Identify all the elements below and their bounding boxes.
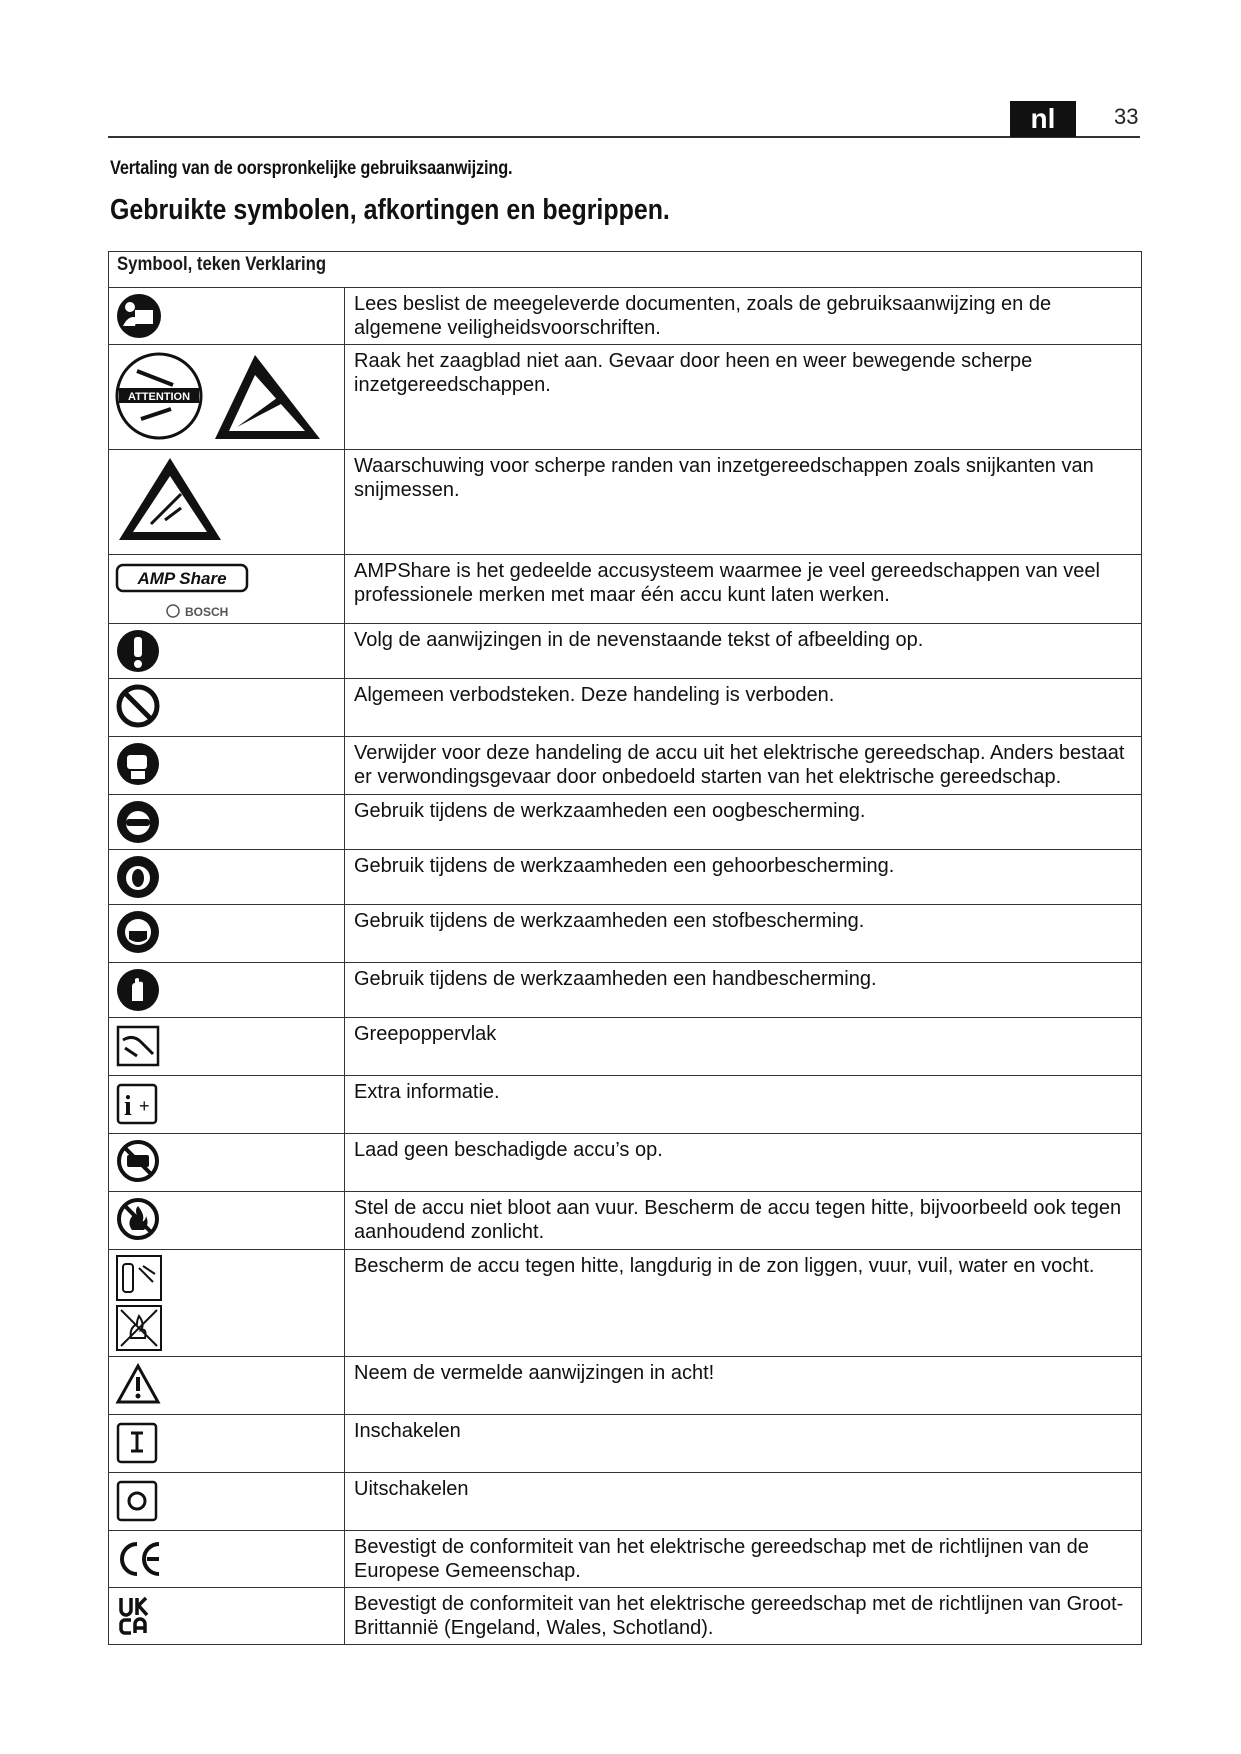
row-description: Gebruik tijdens de werkzaamheden een handbescherming. — [345, 963, 1142, 1018]
attention-label: ATTENTION — [127, 391, 191, 403]
header-rule — [108, 136, 1140, 138]
table-row — [109, 345, 1142, 450]
table-row — [109, 450, 1142, 555]
row-description: Bevestigt de conformiteit van het elektrische gereedschap met de richtlijnen van Groot-Brittannië (Engeland, Wales, Schotland). — [345, 1588, 1142, 1645]
row-description: Greepoppervlak — [345, 1018, 1142, 1076]
sharp-edges-warning-icon — [115, 454, 338, 544]
hand-protection-icon — [115, 967, 338, 1013]
row-description: Raak het zaagblad niet aan. Gevaar door heen en weer bewegende scherpe inzetgereedschappen. — [345, 345, 1142, 450]
table-row — [109, 1473, 1142, 1531]
table-row — [109, 555, 1142, 624]
table-row — [109, 1134, 1142, 1192]
battery-protect-icon — [115, 1254, 338, 1352]
row-description: Bevestigt de conformiteit van het elektrische gereedschap met de richtlijnen van de Europese Gemeenschap. — [345, 1531, 1142, 1588]
no-fire-icon — [115, 1196, 338, 1242]
row-description: Volg de aanwijzingen in de nevenstaande tekst of afbeelding op. — [345, 624, 1142, 679]
row-description: Stel de accu niet bloot aan vuur. Bescherm de accu tegen hitte, bijvoorbeeld ook tegen aanhoudend zonlicht. — [345, 1192, 1142, 1250]
svg-text:i: i — [124, 1091, 132, 1122]
exclamation-icon — [115, 628, 338, 674]
svg-text:+: + — [139, 1096, 150, 1116]
table-row — [109, 1357, 1142, 1415]
row-description: Gebruik tijdens de werkzaamheden een gehoorbescherming. — [345, 850, 1142, 905]
table-row — [109, 963, 1142, 1018]
bosch-label: BOSCH — [185, 605, 229, 619]
no-damaged-battery-icon — [115, 1138, 338, 1184]
table-header-row — [109, 252, 1142, 288]
prohibition-icon — [115, 683, 338, 729]
table-row — [109, 1018, 1142, 1076]
ampshare-logo-icon — [115, 559, 338, 619]
row-description: Lees beslist de meegeleverde documenten, zoals de gebruiksaanwijzing en de algemene veiligheidsvoorschriften. — [345, 288, 1142, 345]
table-header: Symbool, teken Verklaring — [109, 252, 1142, 288]
table-row — [109, 288, 1142, 345]
row-description: Algemeen verbodsteken. Deze handeling is verboden. — [345, 679, 1142, 737]
ampshare-logo-text: AMP Share — [137, 569, 227, 588]
row-description: AMPShare is het gedeelde accusysteem waarmee je veel gereedschappen van veel professionele merken met maar één accu kunt laten werken. — [345, 555, 1142, 624]
power-on-icon — [115, 1419, 338, 1465]
table-row — [109, 1588, 1142, 1645]
table-row — [109, 1250, 1142, 1357]
eye-protection-icon — [115, 799, 338, 845]
language-badge: nl — [1010, 101, 1076, 137]
table-row — [109, 1192, 1142, 1250]
row-description: Bescherm de accu tegen hitte, langdurig in de zon liggen, vuur, vuil, water en vocht. — [345, 1250, 1142, 1357]
document-subtitle: Vertaling van de oorspronkelijke gebruiksaanwijzing. — [110, 158, 513, 179]
row-description: Gebruik tijdens de werkzaamheden een oogbescherming. — [345, 795, 1142, 850]
table-row — [109, 737, 1142, 795]
row-description: Extra informatie. — [345, 1076, 1142, 1134]
table-row — [109, 905, 1142, 963]
table-row — [109, 679, 1142, 737]
blade-attention-icon — [115, 349, 338, 443]
remove-battery-icon — [115, 741, 338, 787]
symbols-table — [108, 251, 1142, 1645]
table-row — [109, 1531, 1142, 1588]
ukca-mark-icon — [115, 1592, 338, 1638]
ear-protection-icon — [115, 854, 338, 900]
table-row — [109, 1076, 1142, 1134]
row-description: Neem de vermelde aanwijzingen in acht! — [345, 1357, 1142, 1415]
row-description: Inschakelen — [345, 1415, 1142, 1473]
row-description: Uitschakelen — [345, 1473, 1142, 1531]
page-title: Gebruikte symbolen, afkortingen en begrippen. — [110, 194, 670, 226]
row-description: Waarschuwing voor scherpe randen van inzetgereedschappen zoals snijkanten van snijmessen. — [345, 450, 1142, 555]
page-number: 33 — [1114, 104, 1139, 129]
row-description: Verwijder voor deze handeling de accu uit het elektrische gereedschap. Anders bestaat er verwondingsgevaar door onbedoeld starten van het elektrische gereedschap. — [345, 737, 1142, 795]
table-row — [109, 850, 1142, 905]
row-description: Laad geen beschadigde accu’s op. — [345, 1134, 1142, 1192]
table-row — [109, 795, 1142, 850]
warning-triangle-icon — [115, 1361, 338, 1407]
table-row — [109, 1415, 1142, 1473]
grip-surface-icon — [115, 1022, 338, 1068]
read-manual-icon — [115, 292, 338, 340]
power-off-icon — [115, 1477, 338, 1523]
info-plus-icon — [115, 1080, 338, 1126]
table-row — [109, 624, 1142, 679]
ce-mark-icon — [115, 1535, 338, 1581]
row-description: Gebruik tijdens de werkzaamheden een stofbescherming. — [345, 905, 1142, 963]
dust-mask-icon — [115, 909, 338, 955]
